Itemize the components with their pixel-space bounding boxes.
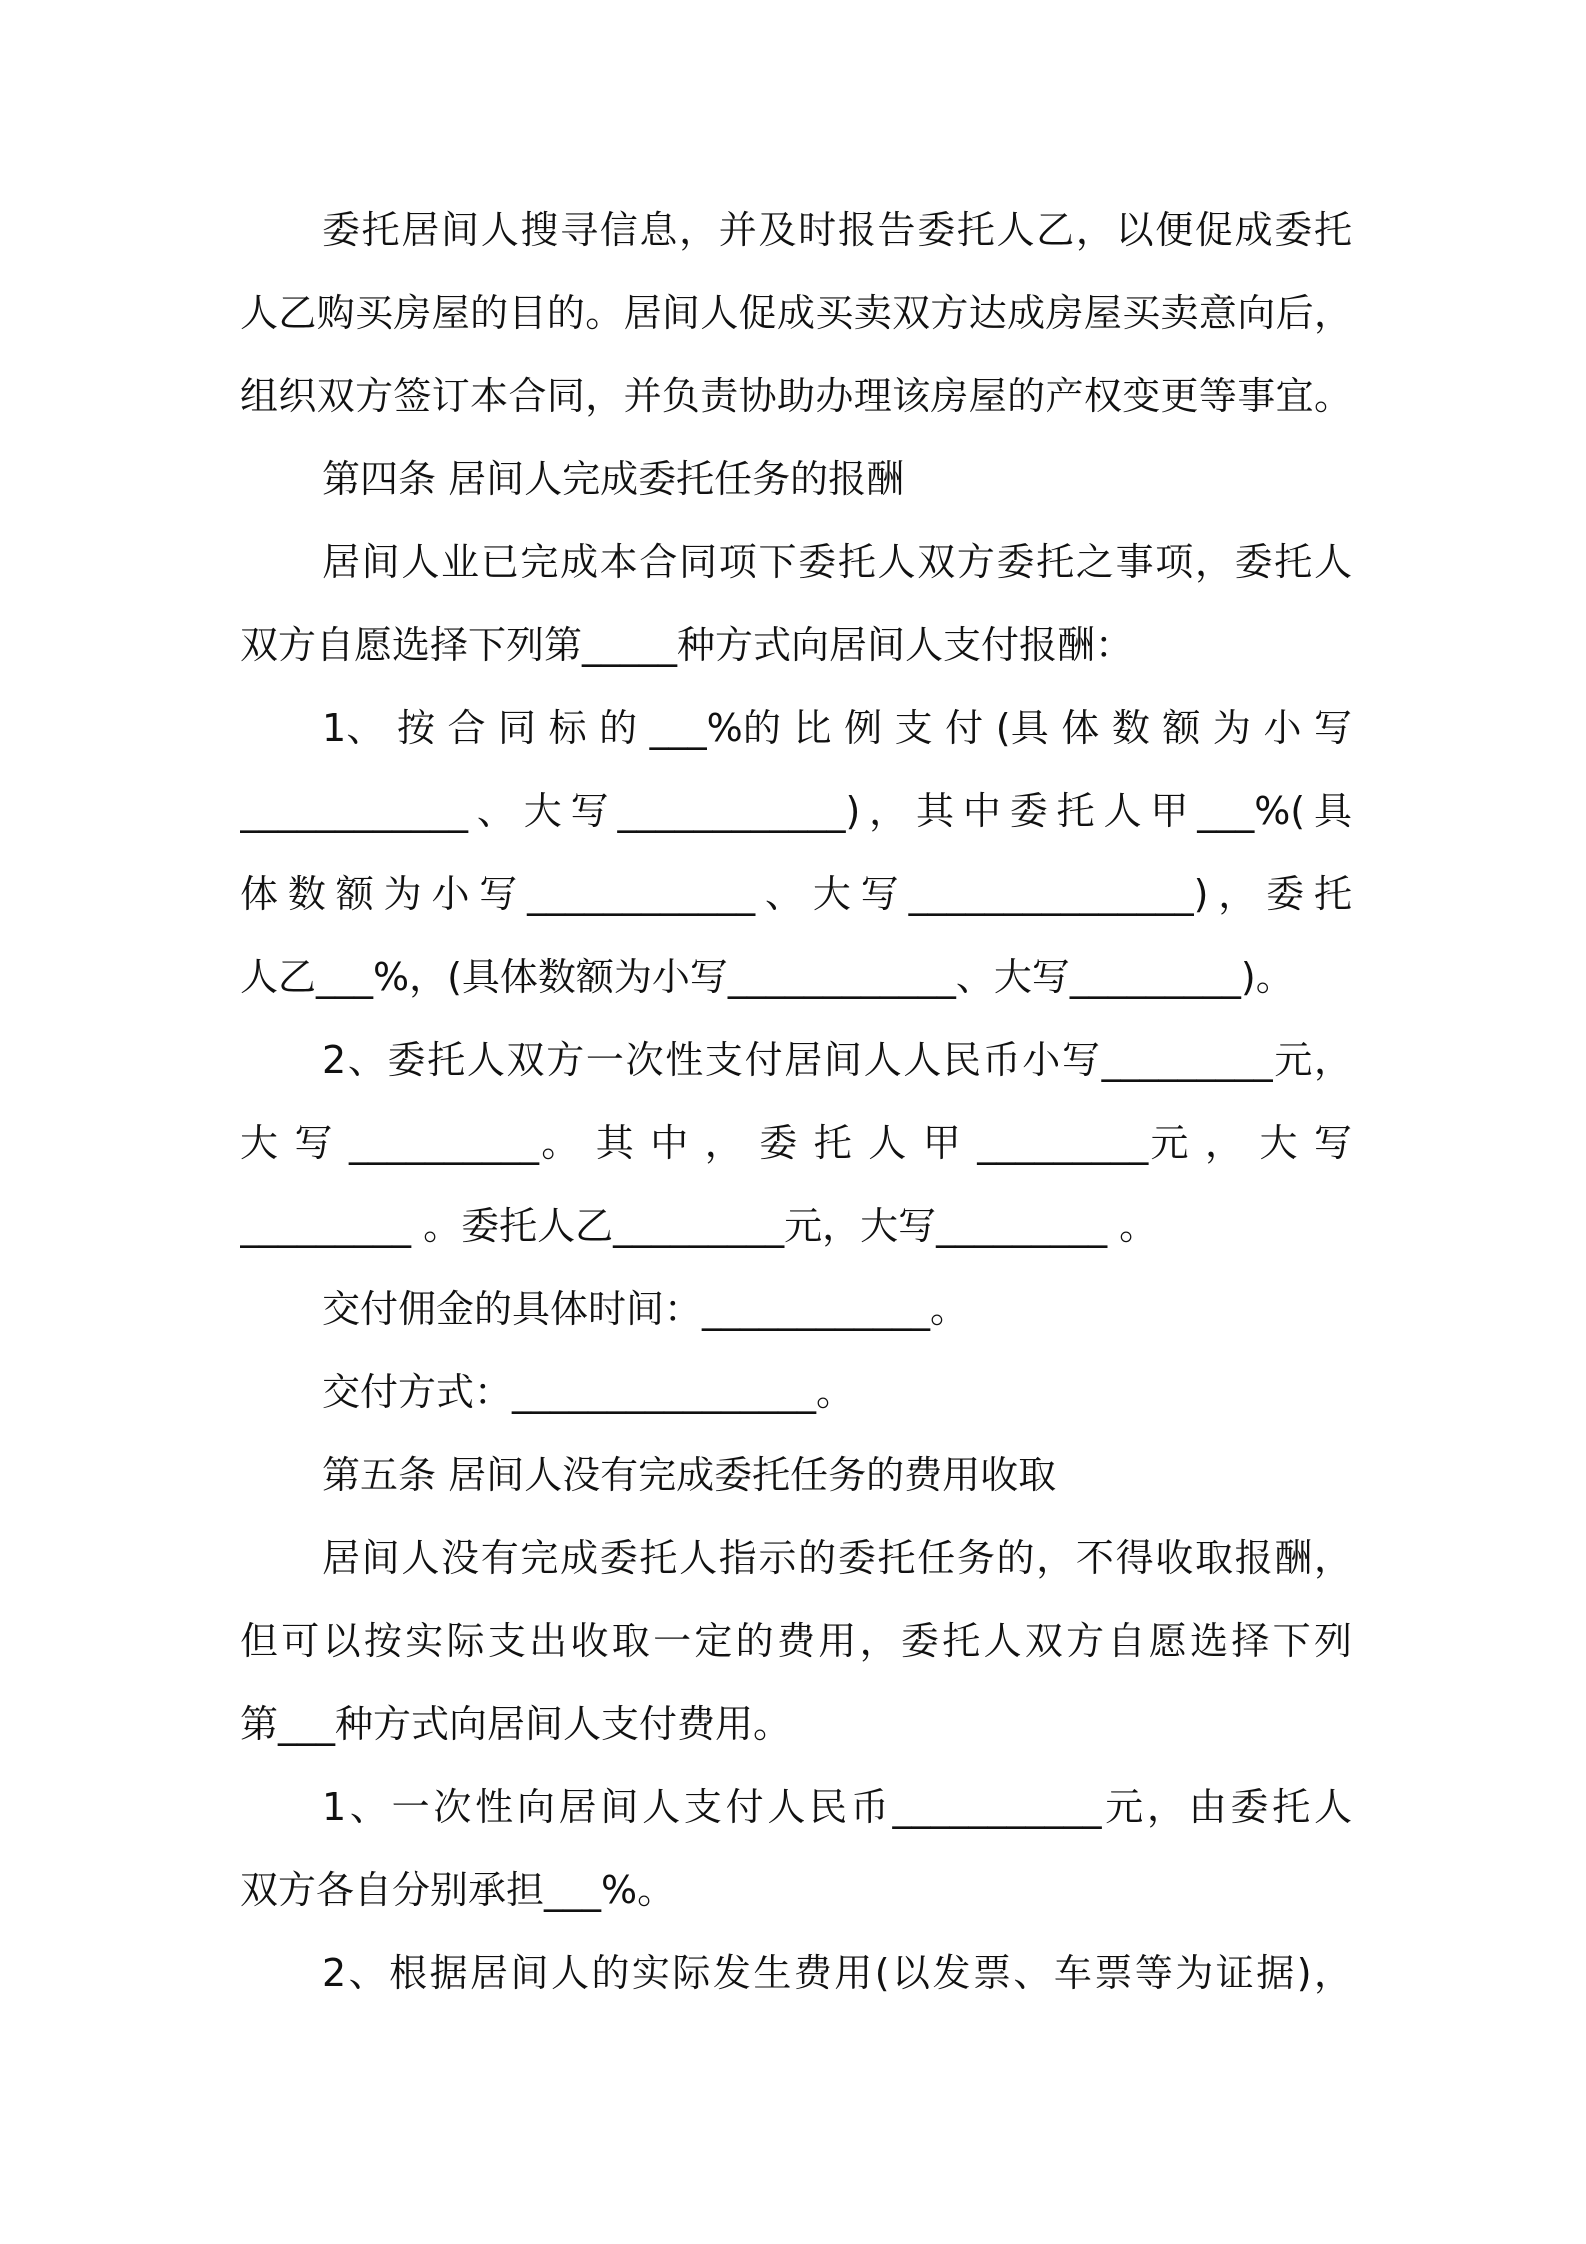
paragraph-line: 人乙___%，(具体数额为小写____________、大写_________)。 bbox=[240, 955, 1294, 999]
paragraph-line: 1、一次性向居间人支付人民币___________元，由委托人 bbox=[322, 1785, 1352, 1829]
paragraph-line: 1、 按 合 同 标 的 ___%的 比 例 支 付 (具 体 数 额 为 小 写 bbox=[322, 706, 1352, 750]
paragraph-line: 交付佣金的具体时间：____________。 bbox=[322, 1287, 969, 1331]
paragraph-line: 人乙购买房屋的目的。居间人促成买卖双方达成房屋买卖意向后， bbox=[240, 291, 1352, 335]
paragraph-line: 居间人没有完成委托人指示的委托任务的，不得收取报酬， bbox=[322, 1536, 1352, 1580]
section-heading-4: 第四条 居间人完成委托任务的报酬 bbox=[322, 457, 905, 501]
paragraph-line: 委托居间人搜寻信息，并及时报告委托人乙，以便促成委托 bbox=[322, 208, 1352, 252]
paragraph-line: 双方自愿选择下列第_____种方式向居间人支付报酬： bbox=[240, 623, 1134, 667]
section-heading-5: 第五条 居间人没有完成委托任务的费用收取 bbox=[322, 1453, 1057, 1497]
paragraph-line: 2、委托人双方一次性支付居间人人民币小写_________元， bbox=[322, 1038, 1352, 1082]
paragraph-line: 交付方式：________________。 bbox=[322, 1370, 855, 1414]
paragraph-line: 居间人业已完成本合同项下委托人双方委托之事项，委托人 bbox=[322, 540, 1352, 584]
paragraph-line: 但可以按实际支出收取一定的费用，委托人双方自愿选择下列 bbox=[240, 1619, 1352, 1663]
paragraph-line: 2、根据居间人的实际发生费用(以发票、车票等为证据)， bbox=[322, 1951, 1352, 1995]
paragraph-line: ____________、大写____________)，其中委托人甲___%(具 bbox=[240, 789, 1352, 833]
paragraph-line: 体数额为小写____________、大写_______________)，委托 bbox=[240, 872, 1352, 916]
paragraph-line: 双方各自分别承担___%。 bbox=[240, 1868, 676, 1912]
paragraph-line: 大 写 __________。 其 中 ， 委 托 人 甲 _________元 ， 大 写 bbox=[240, 1121, 1352, 1165]
paragraph-line: 组织双方签订本合同，并负责协助办理该房屋的产权变更等事宜。 bbox=[240, 374, 1352, 418]
paragraph-line: 第___种方式向居间人支付费用。 bbox=[240, 1702, 792, 1746]
paragraph-line: _________ 。委托人乙_________元，大写_________ 。 bbox=[240, 1204, 1158, 1248]
